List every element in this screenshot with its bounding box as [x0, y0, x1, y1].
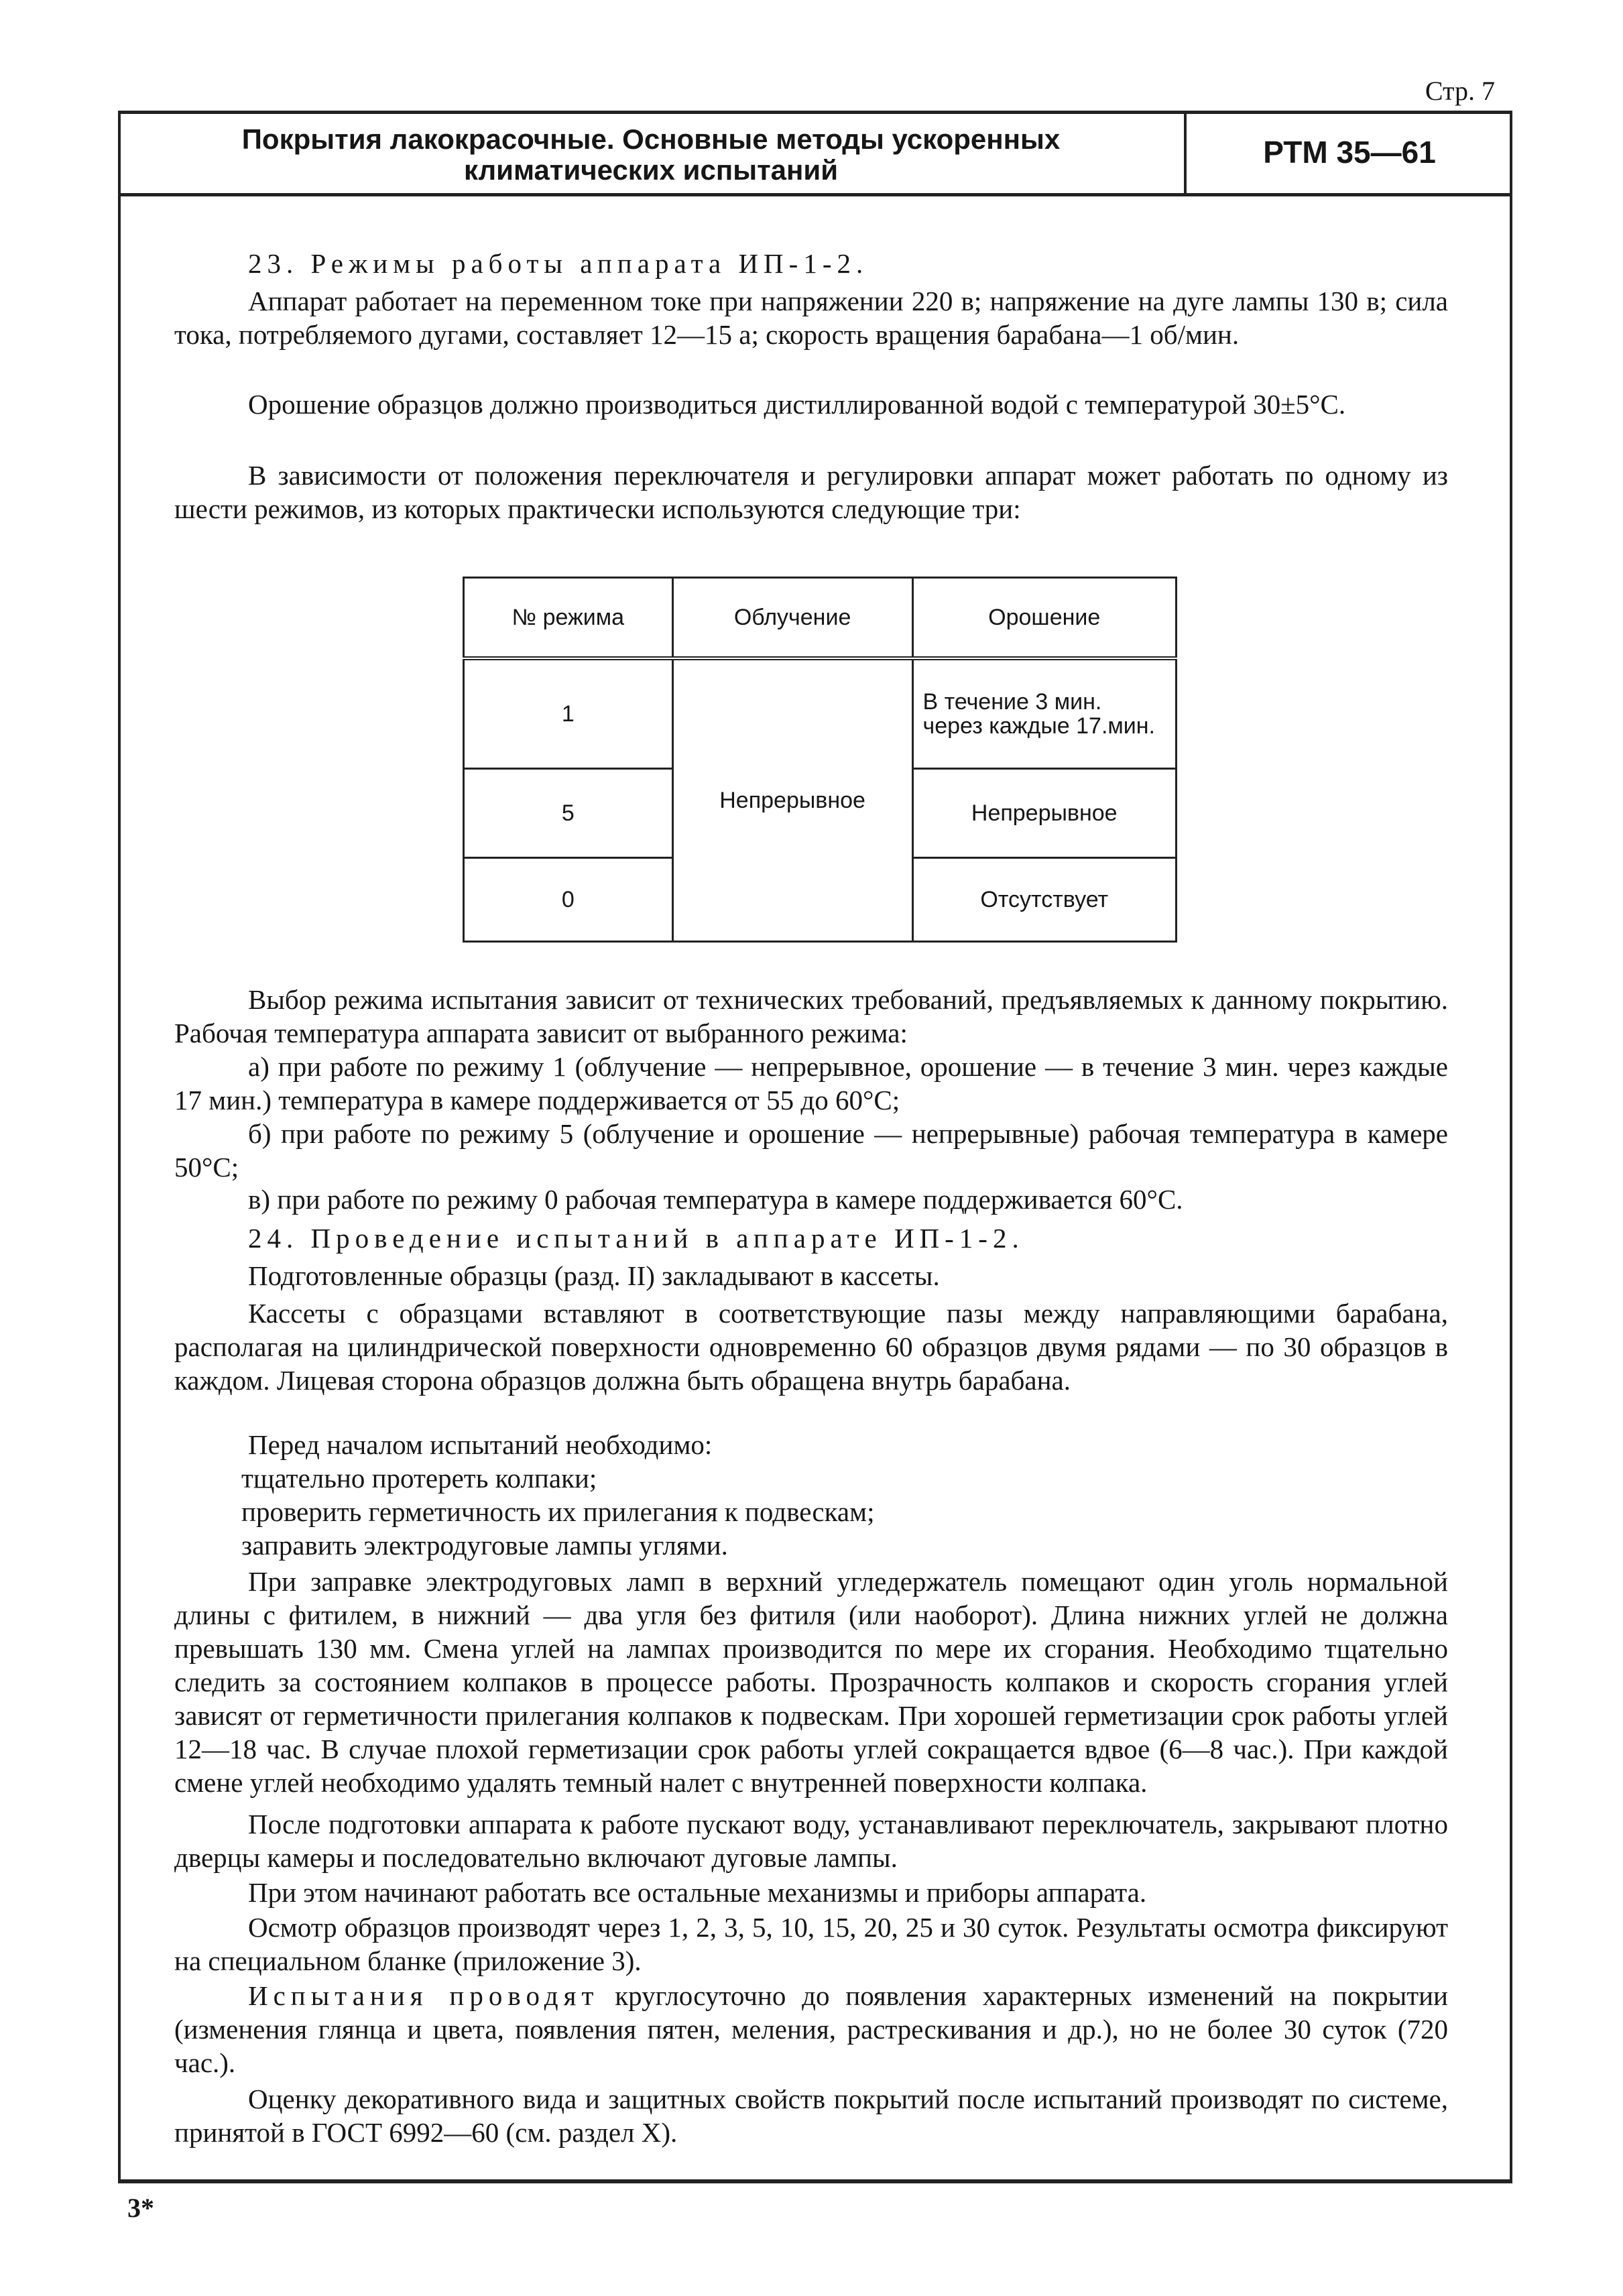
list-item: проверить герметичность их прилегания к подвескам;: [241, 1496, 875, 1527]
page-header: [118, 111, 1512, 196]
regime-choice-paragraph: Выбор режима испытания зависит от технических требований, предъявляемых к данному покрытию. Рабочая температура аппарата зависит от выбранного режима:: [174, 984, 1448, 1048]
section-24-paragraph-3: При заправке электродуговых ламп в верхний угледержатель помещают один уголь нормальной длины с фитилем, в нижний — два угля без фитиля (или наоборот). Длина нижних углей не должна превышать 130 мм. Смена углей на лампах производится по мере их сгорания. Необходимо тщательно следить за состоянием колпаков в процессе работы. Прозрачность колпаков и скорость сгорания углей зависят от герметичности прилегания колпаков к подвескам. При хорошей герметизации срок работы углей 12—18 час. В случае плохой герметизации срок работы углей сокращается вдвое (6—8 час.). При каждой смене углей необходимо удалять темный налет с внутренней поверхности колпака.: [174, 1566, 1448, 1798]
col-header-mode: № режима: [464, 578, 673, 659]
preparation-list-intro: Перед началом испытаний необходимо:: [248, 1429, 713, 1460]
regime-item-a: а) при работе по режиму 1 (облучение — непрерывное, орошение — в течение 3 мин. через каждые 17 мин.) температура в камере поддерживается от 55 до 60°С;: [174, 1051, 1448, 1115]
table-row: [464, 658, 1177, 769]
section-23-paragraph-3: В зависимости от положения переключателя и регулировки аппарат может работать по одному из шести режимов, из которых практически используются следующие три:: [174, 460, 1448, 524]
section-24-paragraph-6: Осмотр образцов производят через 1, 2, 3, 5, 10, 15, 20, 25 и 30 суток. Результаты осмотра фиксируют на специальном бланке (приложение 3).: [174, 1912, 1448, 1976]
cell-spraying: В течение 3 мин. через каждые 17.мин.: [912, 658, 1177, 769]
col-header-spraying: Орошение: [912, 578, 1177, 659]
cell-mode: 1: [464, 658, 673, 769]
regime-item-b: б) при работе по режиму 5 (облучение и орошение — непрерывные) рабочая температура в камере 50°С;: [174, 1118, 1448, 1183]
header-title-line2: климатических испытаний: [463, 154, 839, 186]
cell-irradiation: Непрерывное: [672, 658, 912, 942]
section-24-paragraph-2: Кассеты с образцами вставляют в соответствующие пазы между направляющими барабана, располагая на цилиндрической поверхности одновременно 60 образцов двумя рядами — по 30 образцов в каждом. Лицевая сторона образцов должна быть обращена внутрь барабана.: [174, 1298, 1448, 1396]
col-header-irradiation: Облучение: [672, 578, 912, 659]
table-header-row: [464, 578, 1177, 659]
section-24-heading: 24. Проведение испытаний в аппарате ИП-1-2.: [248, 1223, 1024, 1254]
section-23-paragraph-1: Аппарат работает на переменном токе при напряжении 220 в; напряжение на дуге лампы 130 в; сила тока, потребляемого дугами, составляет 12—15 а; скорость вращения барабана—1 об/мин.: [174, 286, 1448, 350]
spaced-phrase: Испытания проводят: [248, 1980, 599, 2011]
cell-spraying: Непрерывное: [912, 769, 1177, 858]
section-24-paragraph-1: Подготовленные образцы (разд. II) закладывают в кассеты.: [248, 1260, 940, 1291]
section-23-heading: 23. Режимы работы аппарата ИП-1-2.: [248, 248, 869, 279]
section-23-paragraph-2: Орошение образцов должно производиться дистиллированной водой с температурой 30±5°С.: [248, 389, 1346, 420]
signature-mark: 3*: [127, 2193, 154, 2223]
cell-spraying: Отсутствует: [912, 858, 1177, 942]
paragraph-7-rest: круглосуточно до появления характерных изменений на покрытии (изменения глянца и цвета, появления пятен, меления, растрескивания и др.), но не более 30 суток (720 час.).: [174, 1980, 1448, 2078]
cell-mode: 5: [464, 769, 673, 858]
page-number: Стр. 7: [1425, 76, 1495, 106]
section-24-paragraph-4: После подготовки аппарата к работе пускают воду, устанавливают переключатель, закрывают плотно дверцы камеры и последовательно включают дуговые лампы.: [174, 1809, 1448, 1873]
section-24-paragraph-7: [174, 1979, 1448, 2079]
header-title-line1: Покрытия лакокрасочные. Основные методы ускоренных: [241, 123, 1061, 155]
preparation-list: [241, 1428, 1448, 1562]
list-item: тщательно протереть колпаки;: [241, 1463, 597, 1494]
header-title: [118, 124, 1184, 186]
document-code: РТМ 35—61: [1263, 134, 1436, 170]
section-24-paragraph-5: При этом начинают работать все остальные механизмы и приборы аппарата.: [248, 1877, 1147, 1908]
regime-item-c: в) при работе по режиму 0 рабочая температура в камере поддерживается 60°С.: [248, 1184, 1183, 1215]
list-item: заправить электродуговые лампы углями.: [241, 1530, 728, 1561]
cell-mode: 0: [464, 858, 673, 942]
modes-table: [463, 577, 1177, 943]
section-24-paragraph-8: Оценку декоративного вида и защитных свойств покрытий после испытаний производят по системе, принятой в ГОСТ 6992—60 (см. раздел X).: [174, 2083, 1448, 2148]
